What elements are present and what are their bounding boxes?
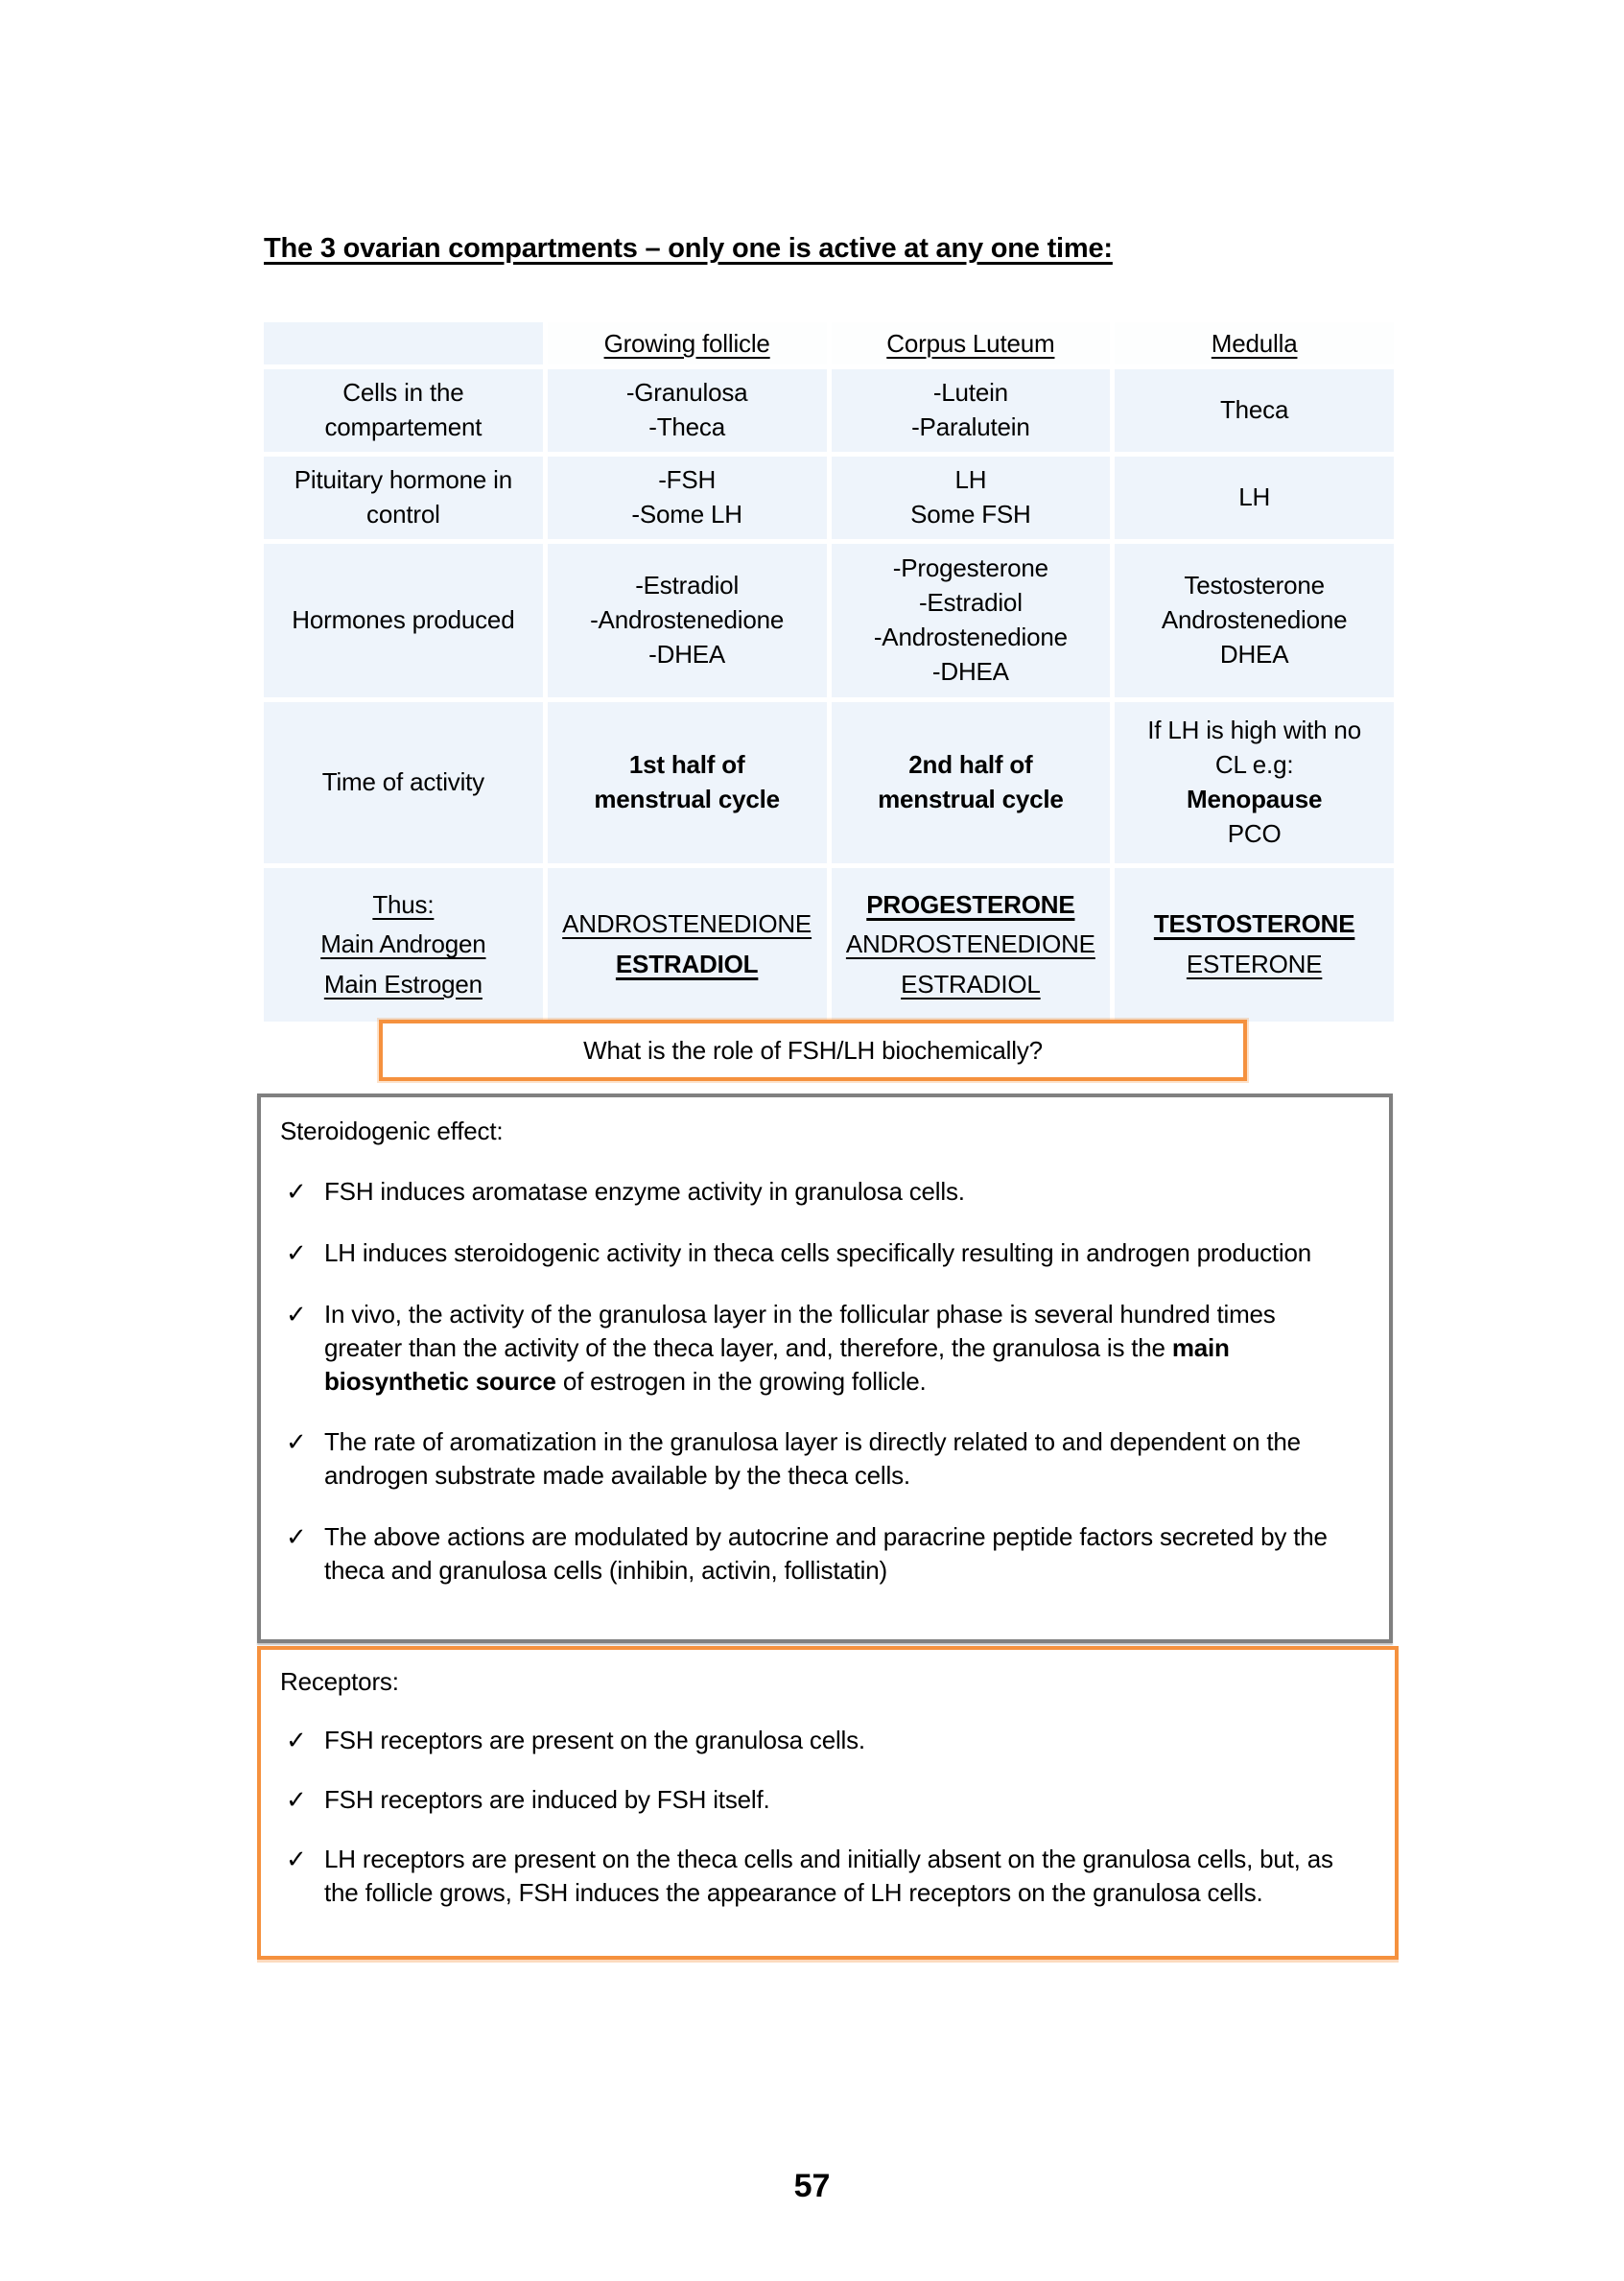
cell-line: -Progesterone <box>892 553 1048 583</box>
row-label-text: Thus: <box>372 889 435 919</box>
checkmark-icon: ✓ <box>286 1177 307 1207</box>
cell-line <box>841 885 1101 926</box>
cell-growing-follicle <box>548 868 827 1022</box>
row-label <box>273 925 533 965</box>
cell-medulla <box>1115 868 1394 1022</box>
checkmark-icon: ✓ <box>286 1427 307 1457</box>
cell-line: menstrual cycle <box>594 785 780 813</box>
cell-text: PROGESTERONE <box>866 889 1075 919</box>
steroidogenic-box <box>257 1093 1393 1643</box>
cell-line: If LH is high with no <box>1147 716 1361 745</box>
bullet-text <box>324 1298 1341 1398</box>
cell-line: -Androstenedione <box>873 623 1068 651</box>
cell-line: -Estradiol <box>918 588 1023 618</box>
receptors-box <box>257 1646 1399 1960</box>
cell-corpus-luteum <box>832 702 1111 863</box>
bullet-item <box>286 1783 1370 1817</box>
cell-text: ANDROSTENEDIONE <box>562 909 812 939</box>
cell-corpus-luteum <box>832 457 1111 539</box>
question-box <box>379 1020 1247 1081</box>
cell-line <box>841 965 1101 1005</box>
checkmark-icon: ✓ <box>286 1844 307 1873</box>
bullet-item <box>286 1298 1364 1398</box>
bullet-item <box>286 1724 1370 1757</box>
bullet-text-pre: In vivo, the activity of the granulosa layer in the follicular phase is several hundred times greater than the activity of the theca layer, and, therefore, the granulosa is the <box>324 1299 1276 1362</box>
cell-line <box>1124 945 1384 985</box>
row-label <box>273 965 533 1005</box>
cell-line: -Some LH <box>631 500 742 529</box>
row-label: control <box>366 500 440 529</box>
row-label-cell <box>264 457 543 539</box>
cell-line <box>1124 905 1384 945</box>
bullet-text: FSH receptors are present on the granulosa cells. <box>324 1726 865 1755</box>
cell-text: ESTRADIOL <box>901 969 1041 999</box>
row-label-cell <box>264 702 543 863</box>
table-row-cells <box>264 369 1394 452</box>
cell-line: -DHEA <box>648 639 726 669</box>
row-label-text: Main Estrogen <box>323 969 482 999</box>
cell-medulla <box>1115 457 1394 539</box>
cell-medulla <box>1115 544 1394 697</box>
cell-corpus-luteum <box>832 868 1111 1022</box>
header-label: Medulla <box>1211 328 1298 358</box>
cell-growing-follicle <box>548 369 827 452</box>
receptors-heading: Receptors: <box>280 1667 399 1696</box>
row-label-cell <box>264 369 543 452</box>
row-label-text: Main Androgen <box>320 929 486 959</box>
cell-line: Androstenedione <box>1161 605 1348 635</box>
cell-line: -Estradiol <box>635 571 740 600</box>
cell-corpus-luteum <box>832 369 1111 452</box>
bullet-text: FSH induces aromatase enzyme activity in granulosa cells. <box>324 1177 965 1207</box>
cell-growing-follicle <box>548 544 827 697</box>
row-label <box>273 885 533 926</box>
bullet-text-bold: main biosynthetic source <box>324 1332 1230 1396</box>
bullet-text: The rate of aromatization in the granulosa layer is directly related to and dependent on the androgen substrate made available by the theca cells. <box>324 1427 1301 1491</box>
row-label: Time of activity <box>321 767 484 797</box>
cell-line: -Lutein <box>932 378 1008 408</box>
cell-line: -Androstenedione <box>590 605 785 635</box>
header-label: Corpus Luteum <box>886 328 1055 358</box>
row-label-cell <box>264 868 543 1022</box>
cell-growing-follicle <box>548 457 827 539</box>
cell-line: DHEA <box>1219 639 1289 669</box>
cell-line: -DHEA <box>931 656 1009 686</box>
checkmark-icon: ✓ <box>286 1522 307 1552</box>
cell-line <box>557 905 817 945</box>
cell-text: ESTRADIOL <box>615 950 759 978</box>
cell-text: ESTERONE <box>1186 950 1323 978</box>
cell-line: -Theca <box>648 412 725 441</box>
cell-line: Testosterone <box>1184 571 1325 600</box>
header-medulla <box>1115 322 1394 364</box>
cell-corpus-luteum <box>832 544 1111 697</box>
bullet-text: The above actions are modulated by autocrine and paracrine peptide factors secreted by the theca and granulosa cells (inhibin, activin, follistatin) <box>324 1522 1328 1585</box>
row-label: compartement <box>324 412 482 441</box>
steroidogenic-heading: Steroidogenic effect: <box>280 1117 504 1145</box>
table-row-thus <box>264 868 1394 1022</box>
cell-medulla <box>1115 369 1394 452</box>
page-number: 57 <box>793 2168 831 2204</box>
cell-line: LH <box>1238 482 1271 512</box>
bullet-item <box>286 1520 1364 1587</box>
bullet-item <box>286 1843 1370 1910</box>
cell-line: LH <box>954 465 987 495</box>
cell-growing-follicle <box>548 702 827 863</box>
bullet-item <box>286 1425 1364 1493</box>
row-label: Hormones produced <box>292 605 515 635</box>
bullet-item <box>286 1236 1364 1270</box>
header-empty-cell <box>264 322 543 364</box>
table-header-row <box>264 322 1394 364</box>
row-label: Cells in the <box>342 378 464 408</box>
cell-line <box>841 925 1101 965</box>
checkmark-icon: ✓ <box>286 1785 307 1815</box>
cell-medulla <box>1115 702 1394 863</box>
cell-line: CL e.g: <box>1214 750 1294 780</box>
question-text: What is the role of FSH/LH biochemically? <box>583 1035 1043 1065</box>
cell-line: menstrual cycle <box>878 785 1064 813</box>
header-corpus-luteum <box>832 322 1111 364</box>
page-title: The 3 ovarian compartments – only one is active at any one time: <box>264 233 1113 264</box>
ovarian-compartments-table <box>259 317 1399 1026</box>
bullet-text: LH induces steroidogenic activity in theca cells specifically resulting in androgen production <box>324 1238 1311 1268</box>
cell-line: -Paralutein <box>911 412 1030 441</box>
cell-line: Menopause <box>1187 785 1323 813</box>
cell-line: Theca <box>1219 395 1289 425</box>
bullet-text: FSH receptors are induced by FSH itself. <box>324 1785 770 1815</box>
cell-line: -Granulosa <box>625 378 748 408</box>
table-row-pituitary <box>264 457 1394 539</box>
checkmark-icon: ✓ <box>286 1726 307 1755</box>
cell-text: TESTOSTERONE <box>1153 909 1355 939</box>
row-label: Pituitary hormone in <box>294 465 512 495</box>
cell-line <box>557 945 817 985</box>
cell-line: PCO <box>1227 818 1282 848</box>
checkmark-icon: ✓ <box>286 1299 307 1329</box>
bullet-text: LH receptors are present on the theca cells and initially absent on the granulosa cells, but, as the follicle grows, FSH induces the appearance of LH receptors on the granulosa cells. <box>324 1844 1333 1907</box>
cell-line: 2nd half of <box>908 750 1033 780</box>
cell-line: 1st half of <box>628 750 745 780</box>
header-growing-follicle <box>548 322 827 364</box>
bullet-text-post: of estrogen in the growing follicle. <box>555 1366 927 1396</box>
row-label-cell <box>264 544 543 697</box>
table-row-time <box>264 702 1394 863</box>
bullet-item <box>286 1175 1364 1209</box>
table-row-hormones <box>264 544 1394 697</box>
header-label: Growing follicle <box>603 328 770 358</box>
cell-line: -FSH <box>658 465 717 495</box>
cell-line: Some FSH <box>910 500 1031 529</box>
cell-text: ANDROSTENEDIONE <box>845 929 1095 959</box>
checkmark-icon: ✓ <box>286 1238 307 1268</box>
